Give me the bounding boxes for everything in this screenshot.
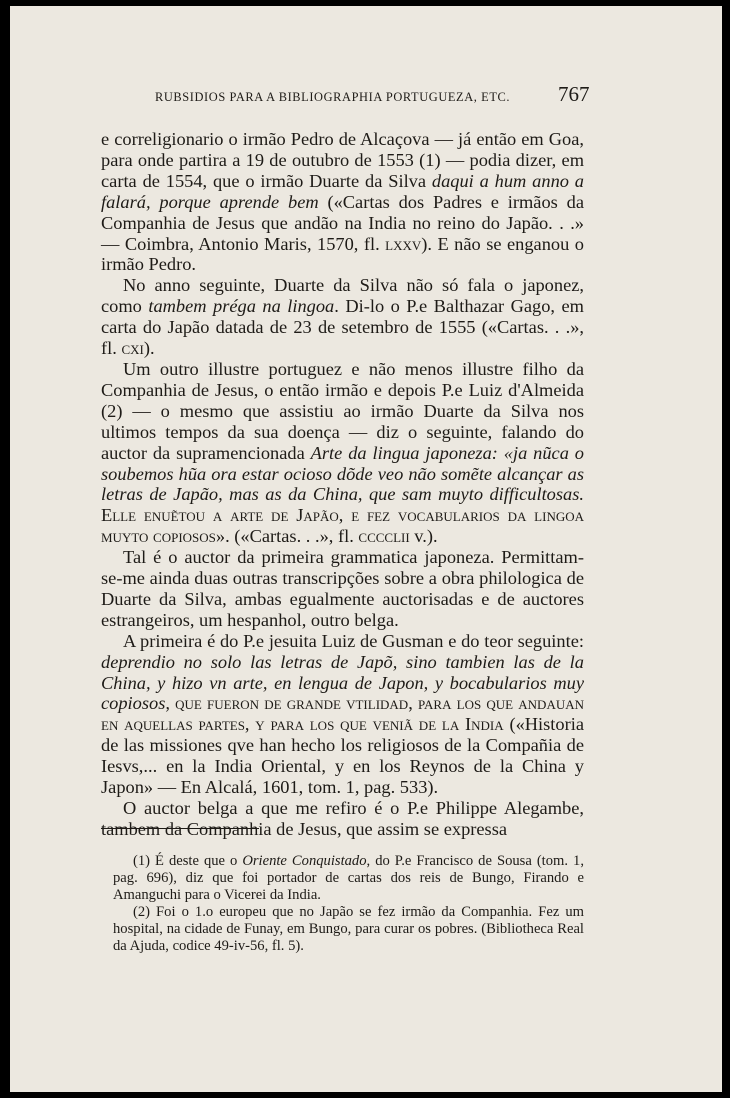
italic-quote: tambem préga na lingoa (148, 296, 335, 317)
text-run: Um outro illustre portuguez e não menos illustre filho da Companhia de Jesus, o então irmão e depois P.e Luiz d'Almeida (2) — o mesmo que assistiu ao irmão Duarte da Silva nos ultimos tempos da sua doença — diz o seguinte, falando do auctor da supramencionada (101, 358, 584, 463)
paragraph-3 (101, 359, 584, 547)
paragraph-1 (101, 129, 584, 275)
text-run: (1) É deste que o (133, 853, 243, 869)
text-run: A primeira é do P.e jesuita Luiz de Gusman e do teor seguinte: (123, 630, 584, 651)
italic-title: Oriente Conquistado (242, 853, 367, 869)
page-number: 767 (558, 82, 590, 106)
text-run: ). (143, 338, 155, 359)
text-run: v.). (409, 526, 438, 547)
text-run: e correligionario o irmão Pedro de Alcaçova — já então em Goa, para onde partira a 19 de outubro de 1553 (1) — podia dizer, em carta de 1554, que o irmão Duarte da Silva (101, 129, 584, 191)
text-run: . Di-lo o P.e Balthazar Gago, em carta do Japão datada de 23 de setembro de 1555 («Cartas. . .», fl. (101, 296, 584, 359)
text-run: ». («Cartas. . .», fl. (215, 526, 359, 547)
paragraph-6: O auctor belga a que me refiro é o P.e Philippe Alegambe, tambem da Companhia de Jesus, que assim se expressa (101, 798, 584, 839)
smallcaps-quote: que fueron de grande vtilidad, para los que andauan en aquellas partes, y para los que veniã de la India (101, 693, 584, 735)
paragraph-2 (101, 275, 584, 359)
footnote-2: (2) Foi o 1.o europeu que no Japão se fez irmão da Companhia. Fez um hospital, na cidade de Funay, em Bungo, para curar os pobres. (Bibliotheca Real da Ajuda, codice 49-iv-56, fl. 5). (113, 904, 584, 955)
book-page (10, 6, 722, 1092)
folio-numeral: cxi (121, 338, 144, 359)
paragraph-4: Tal é o auctor da primeira grammatica japoneza. Permittam-se-me ainda duas outras transcripções sobre a obra philologica de Duarte da Silva, ambas egualmente auctorisadas e de auctores estrangeiros, um hespanhol, outro belga. (101, 547, 584, 630)
smallcaps-quote: Elle enuẽtou a arte de Japão, e fez vocabularios da lingoa muyto copiosos (101, 505, 584, 547)
footnote-1 (113, 853, 584, 904)
paragraph-5 (101, 631, 584, 798)
footnotes (113, 853, 584, 956)
text-run: («Historia de las missiones qve han hecho los religiosos de la Compañia de Iesvs,... en la India Oriental, y en los Reynos de la China y Japon» — En Alcalá, 1601, tom. 1, pag. 533). (101, 714, 585, 798)
italic-quote: Arte da lingua japoneza: «ja nũca o soubemos hũa ora estar ocioso dõde veo não somẽte alcançar as letras de Japão, mas as da China, que sam muyto difficultosas. (101, 442, 584, 505)
text-run: , do P.e Francisco de Sousa (tom. 1, pag. 696), diz que foi portador de cartas dos reis de Bungo, Firando e Amanguchi para o Vicerei da India. (113, 853, 584, 904)
italic-quote: daqui a hum anno a falará, porque aprende bem (101, 170, 584, 212)
folio-numeral: cccclii (358, 526, 410, 547)
folio-numeral: lxxv (385, 233, 422, 254)
footnote-divider (101, 828, 259, 829)
text-run: («Cartas dos Padres e irmãos da Companhia de Jesus que andão na India no reino do Japão. . .» — Coimbra, Antonio Maris, 1570, fl. (101, 191, 584, 254)
text-run: ). E não se enganou o irmão Pedro. (101, 233, 584, 275)
text-run: No anno seguinte, Duarte da Silva não só fala o japonez, como (101, 275, 584, 317)
italic-quote: deprendio no solo las letras de Japõ, sino tambien las de la China, y hizo vn arte, en lengua de Japon, y bocabularios muy copiosos, (101, 651, 584, 714)
main-text (101, 129, 584, 840)
running-header: RUBSIDIOS PARA A BIBLIOGRAPHIA PORTUGUEZA, ETC. (155, 90, 511, 104)
